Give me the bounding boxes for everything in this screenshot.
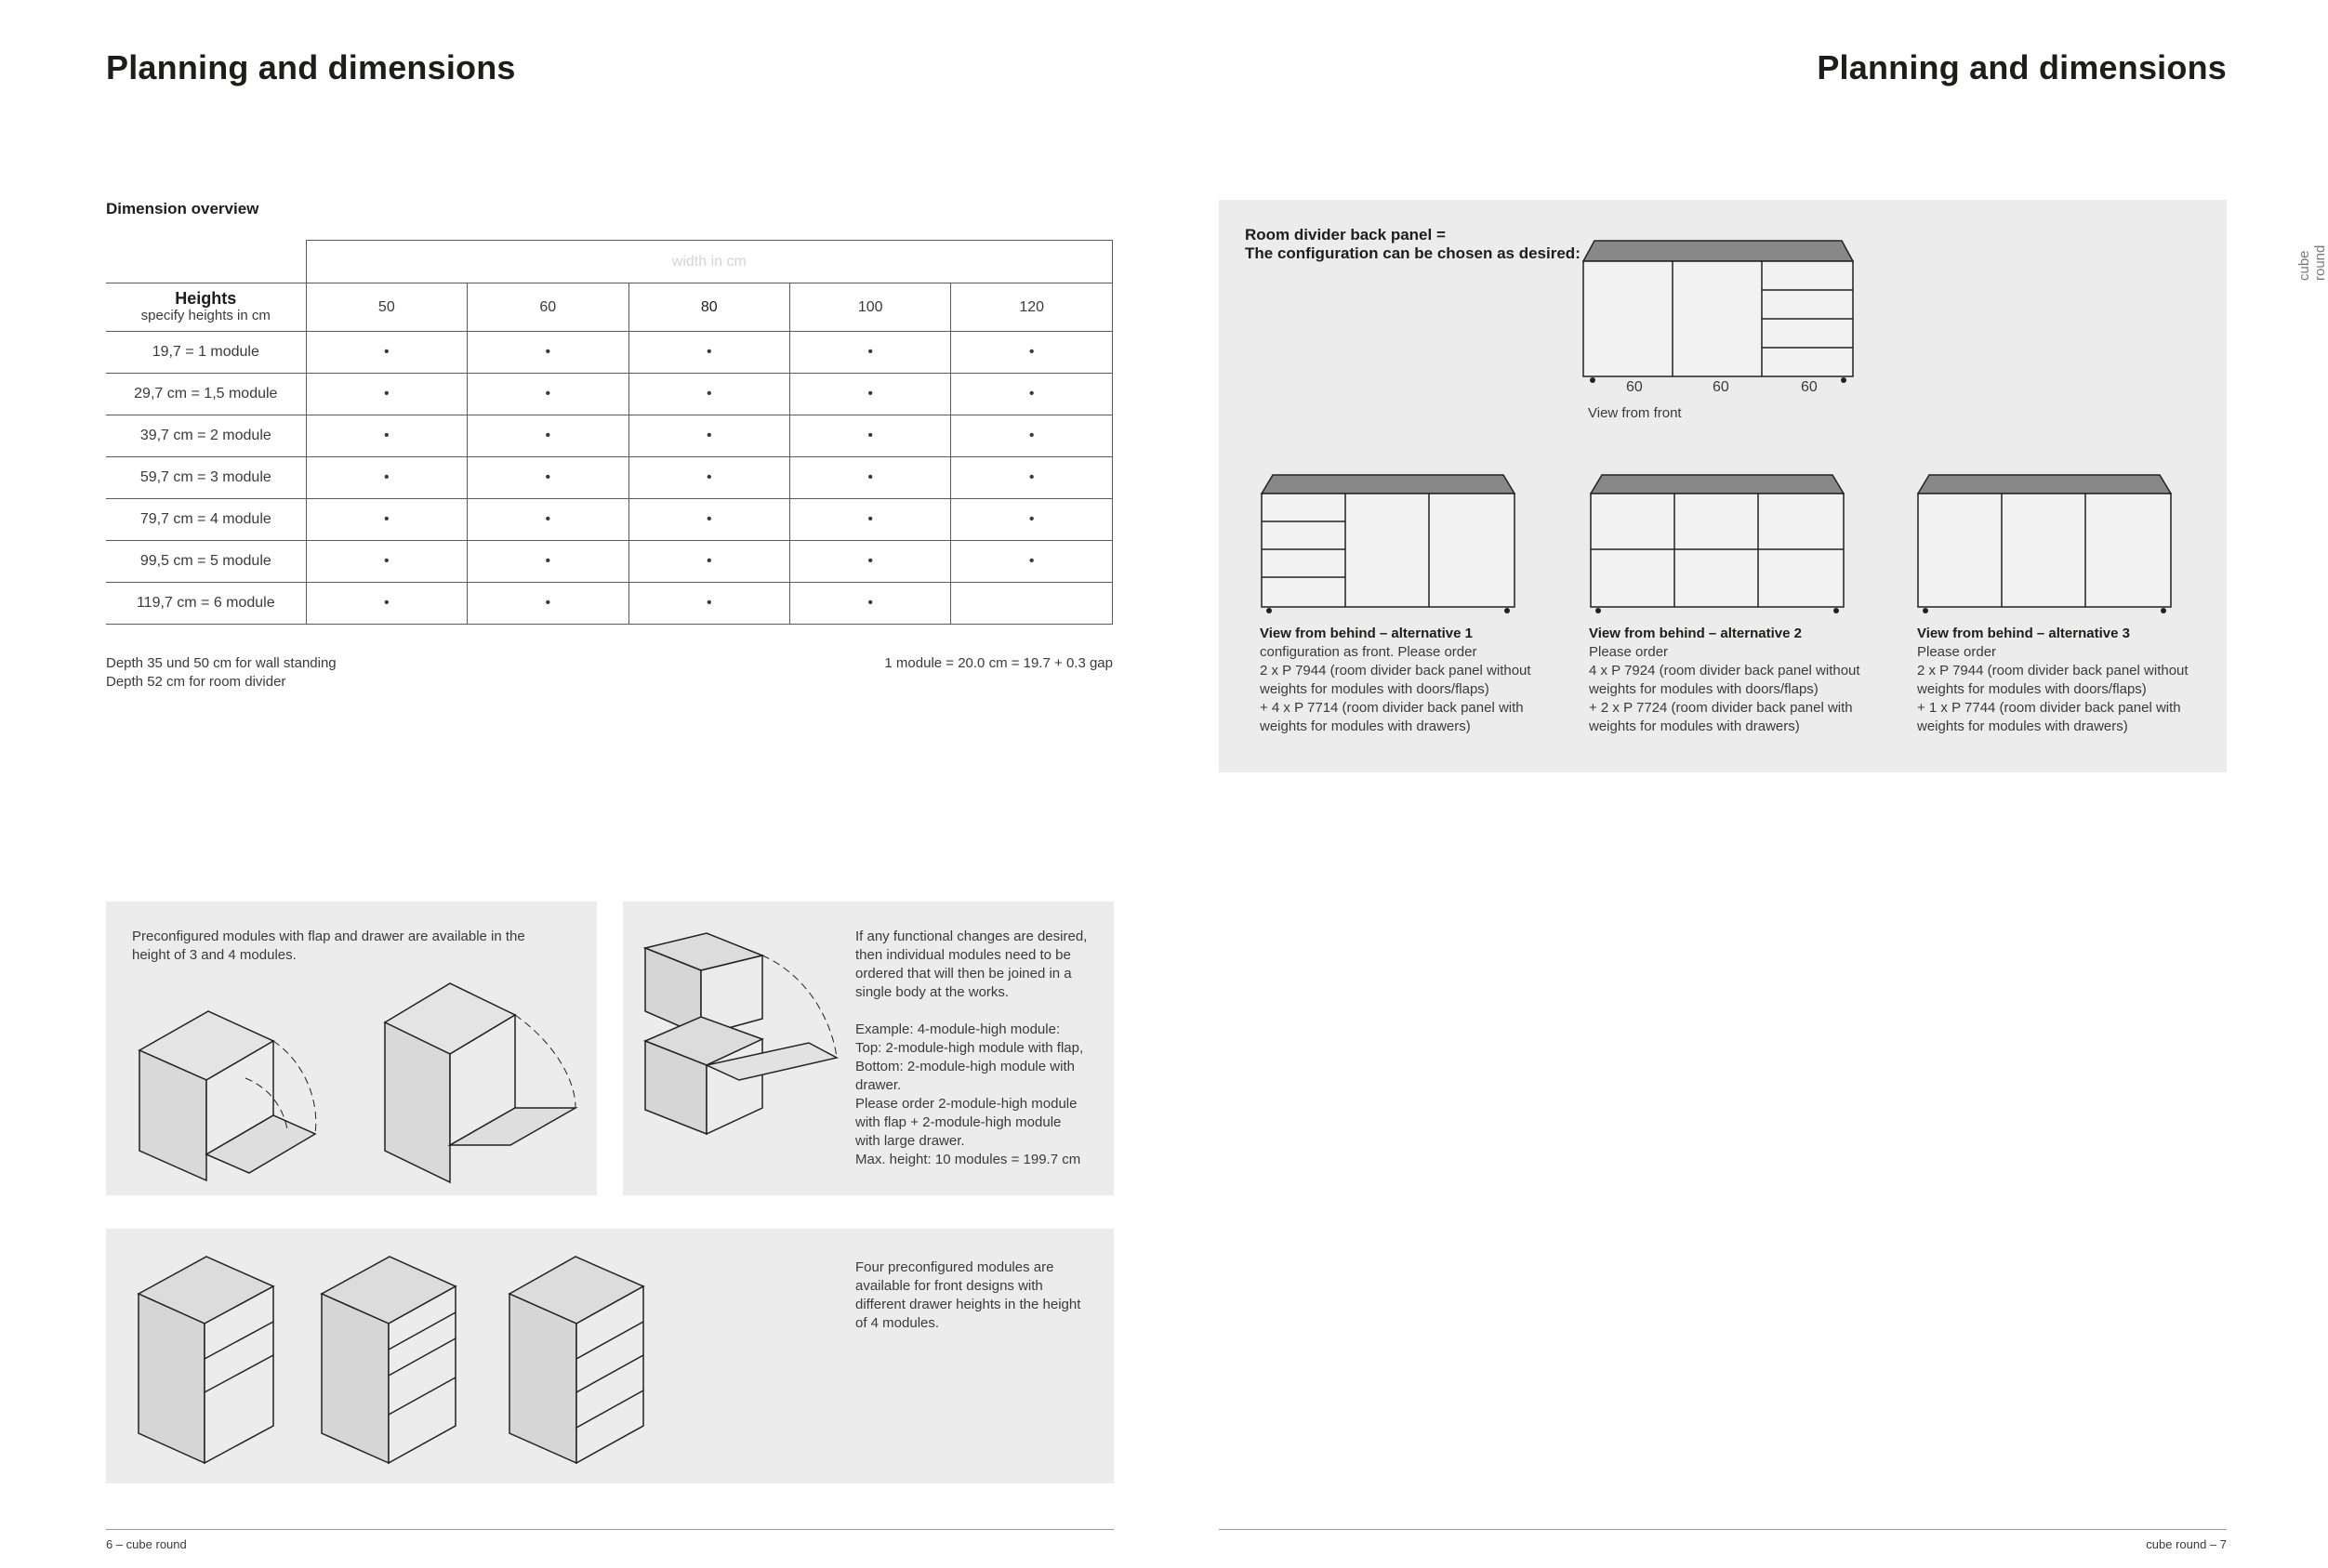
height-label: 59,7 cm = 3 module <box>106 457 306 499</box>
availability-dot: • <box>628 332 789 374</box>
drawer-modules-text: Four preconfigured modules are available for front designs with different drawer heights in the height of 4 modules. <box>855 1259 1081 1331</box>
depth-note-1: Depth 35 und 50 cm for wall standing <box>106 655 337 671</box>
width-col: 50 <box>306 283 467 332</box>
availability-dot: • <box>790 499 951 541</box>
availability-dot: • <box>790 457 951 499</box>
flap-modules-box <box>106 902 597 1195</box>
height-label: 99,5 cm = 5 module <box>106 541 306 583</box>
availability-dot: • <box>951 374 1113 415</box>
availability-dot: • <box>468 332 628 374</box>
width-col: 80 <box>628 283 789 332</box>
height-label: 19,7 = 1 module <box>106 332 306 374</box>
table-row <box>106 499 1113 541</box>
table-row <box>106 583 1113 625</box>
availability-dot: • <box>468 541 628 583</box>
heights-header: Heights specify heights in cm <box>106 283 306 332</box>
height-label: 119,7 cm = 6 module <box>106 583 306 625</box>
availability-dot: • <box>790 415 951 457</box>
availability-dot <box>951 583 1113 625</box>
side-label: cube round <box>2296 244 2328 281</box>
page-title-right: Planning and dimensions <box>1817 48 2227 86</box>
height-label: 29,7 cm = 1,5 module <box>106 374 306 415</box>
availability-dot: • <box>790 374 951 415</box>
alternative-2-text: View from behind – alternative 2 Please order 4 x P 7924 (room divider back panel without weights for modules with doors/flaps) + 2 x P 7724 (room divider back panel with weights for modules with drawers) <box>1589 626 1860 734</box>
width-label: width in cm <box>306 241 1112 283</box>
alternative-3-text: View from behind – alternative 3 Please order 2 x P 7944 (room divider back panel without weights for modules with doors/flaps) + 1 x P 7744 (room divider back panel with weights for modules with drawers) <box>1917 626 2189 734</box>
page-title-left: Planning and dimensions <box>106 48 516 86</box>
availability-dot: • <box>951 332 1113 374</box>
availability-dot: • <box>951 415 1113 457</box>
availability-dot: • <box>628 541 789 583</box>
availability-dot: • <box>468 499 628 541</box>
availability-dot: • <box>306 499 467 541</box>
availability-dot: • <box>468 583 628 625</box>
page-footer-right: cube round – 7 <box>2146 1537 2227 1551</box>
depth-note-2: Depth 52 cm for room divider <box>106 674 286 690</box>
availability-dot: • <box>628 583 789 625</box>
availability-dot: • <box>951 499 1113 541</box>
table-row <box>106 332 1113 374</box>
functional-changes-box <box>623 902 1114 1195</box>
availability-dot: • <box>951 541 1113 583</box>
height-label: 79,7 cm = 4 module <box>106 499 306 541</box>
table-row <box>106 415 1113 457</box>
section-heading: Dimension overview <box>106 200 259 217</box>
availability-dot: • <box>468 457 628 499</box>
availability-dot: • <box>306 415 467 457</box>
alternative-1-illustration <box>1260 462 1539 620</box>
alternative-1-text: View from behind – alternative 1 configuration as front. Please order 2 x P 7944 (room divider back panel without weights for modules with doors/flaps) + 4 x P 7714 (room divider back panel with weights for modules with drawers) <box>1260 626 1531 734</box>
availability-dot: • <box>306 332 467 374</box>
alternative-3-illustration <box>1916 462 2195 620</box>
footer-rule-right <box>1219 1529 2227 1530</box>
availability-dot: • <box>790 583 951 625</box>
availability-dot: • <box>306 457 467 499</box>
availability-dot: • <box>951 457 1113 499</box>
dimension-table <box>106 240 1113 625</box>
availability-dot: • <box>790 332 951 374</box>
availability-dot: • <box>306 541 467 583</box>
width-col: 120 <box>951 283 1113 332</box>
flap-module-illustration-3 <box>106 902 597 1195</box>
front-view-illustration <box>1581 228 1860 395</box>
panel-heading: Room divider back panel = The configuration can be chosen as desired: <box>1245 226 1581 262</box>
alternative-2-illustration <box>1589 462 1868 620</box>
front-width: 60 <box>1626 379 1643 395</box>
width-col: 60 <box>468 283 628 332</box>
availability-dot: • <box>628 374 789 415</box>
front-width: 60 <box>1713 379 1729 395</box>
front-width: 60 <box>1801 379 1818 395</box>
drawer-module-illustrations <box>106 1229 757 1483</box>
width-col: 100 <box>790 283 951 332</box>
front-caption: View from front <box>1588 405 1682 421</box>
availability-dot: • <box>628 499 789 541</box>
availability-dot: • <box>468 374 628 415</box>
availability-dot: • <box>790 541 951 583</box>
table-row <box>106 374 1113 415</box>
height-label: 39,7 cm = 2 module <box>106 415 306 457</box>
flap-modules-text: Preconfigured modules with flap and drawer are available in the height of 3 and 4 modules. <box>132 929 525 963</box>
page-footer-left: 6 – cube round <box>106 1537 187 1551</box>
table-row <box>106 457 1113 499</box>
availability-dot: • <box>628 415 789 457</box>
availability-dot: • <box>306 583 467 625</box>
availability-dot: • <box>628 457 789 499</box>
table-row <box>106 541 1113 583</box>
module-note: 1 module = 20.0 cm = 19.7 + 0.3 gap <box>884 655 1113 671</box>
functional-changes-text: If any functional changes are desired, then individual modules need to be ordered that will then be joined in a single body at the works. Example: 4-module-high module: Top: 2-module-high module with flap, Bottom: 2-module-high module with drawer. Please order 2-module-high module with flap + 2-module-high module with large drawer. Max. height: 10 modules = 199.7 cm <box>855 929 1088 1167</box>
room-divider-panel <box>1219 200 2227 772</box>
availability-dot: • <box>306 374 467 415</box>
footer-rule-left <box>106 1529 1114 1530</box>
availability-dot: • <box>468 415 628 457</box>
drawer-modules-box <box>106 1229 1114 1483</box>
